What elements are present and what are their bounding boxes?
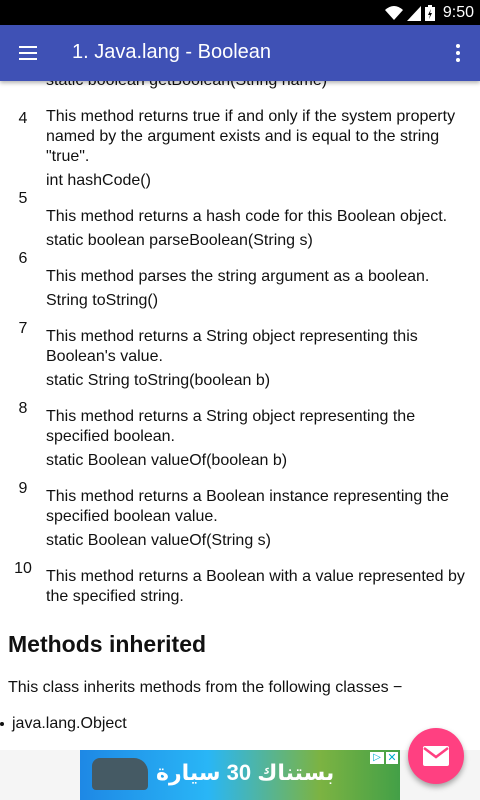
menu-icon[interactable] — [14, 39, 42, 67]
status-time: 9:50 — [442, 4, 474, 21]
method-signature: static boolean parseBoolean(String s) — [46, 232, 313, 249]
method-description: This method returns a String object representing this Boolean's value. — [46, 328, 418, 365]
method-description: This method returns a hash code for this Boolean object. — [46, 208, 448, 225]
method-number: 9 — [18, 480, 28, 497]
section-text: This class inherits methods from the following classes − — [8, 679, 403, 696]
battery-icon — [425, 5, 435, 21]
page-title: 1. Java.lang - Boolean — [72, 41, 272, 63]
mail-icon — [423, 746, 449, 766]
email-fab-button[interactable] — [408, 728, 464, 784]
car-image — [92, 758, 148, 790]
ad-close-icon[interactable]: ✕ — [387, 752, 397, 764]
method-description: This method returns true if and only if the system property named by the argument exists and is equal to the string "true". — [46, 108, 456, 165]
method-number: 10 — [14, 560, 32, 577]
content[interactable] — [0, 81, 480, 750]
method-number: 7 — [18, 320, 28, 337]
wifi-icon — [385, 5, 403, 21]
app-bar — [0, 25, 480, 81]
ad-banner[interactable] — [80, 750, 400, 800]
section-title: Methods inherited — [8, 631, 207, 657]
method-description: This method parses the string argument as a boolean. — [46, 268, 430, 285]
method-number: 6 — [18, 250, 28, 267]
method-signature: String toString() — [46, 292, 159, 309]
list-item: java.lang.Object — [0, 715, 127, 733]
more-options-icon[interactable] — [446, 39, 470, 67]
ad-text: بستناك 30 سيارة — [156, 760, 335, 785]
method-description: This method returns a String object representing the specified boolean. — [46, 408, 416, 445]
method-signature: static Boolean valueOf(boolean b) — [46, 452, 288, 469]
method-number: 4 — [18, 110, 28, 127]
ad-info-icon[interactable]: ▷ — [370, 752, 384, 764]
method-signature: int hashCode() — [46, 172, 151, 189]
status-icons — [385, 3, 474, 23]
method-description: This method returns a Boolean instance representing the specified boolean value. — [46, 488, 449, 525]
method-signature: static Boolean valueOf(String s) — [46, 532, 271, 549]
status-bar — [0, 0, 480, 25]
method-description: This method returns a Boolean with a value represented by the specified string. — [46, 568, 465, 605]
signal-icon — [407, 5, 421, 21]
method-number: 5 — [18, 190, 28, 207]
method-signature: static String toString(boolean b) — [46, 372, 271, 389]
method-number: 8 — [18, 400, 28, 417]
